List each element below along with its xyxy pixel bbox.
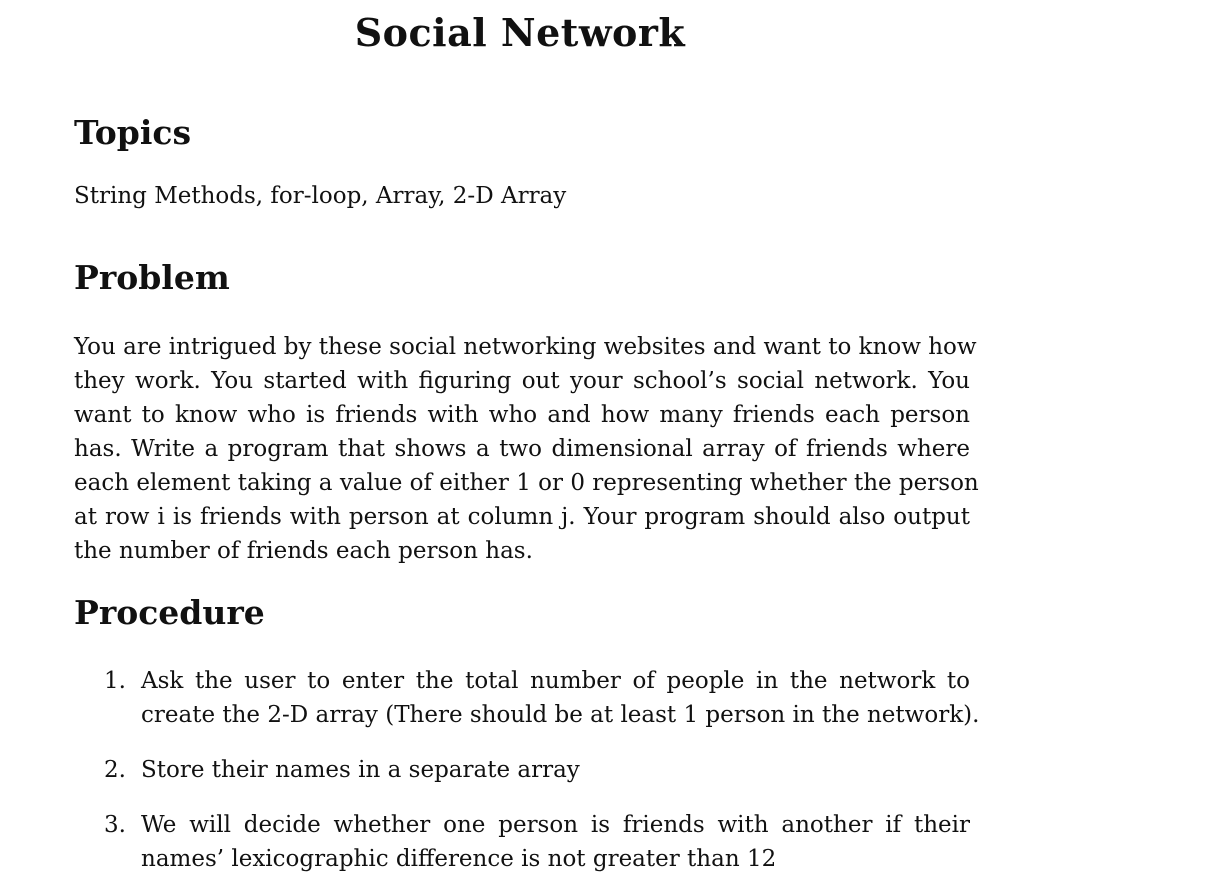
list-item-number: 2. — [104, 757, 126, 783]
problem-heading: Problem — [74, 258, 230, 297]
list-item-number: 1. — [104, 668, 126, 694]
list-item-text — [141, 753, 970, 787]
problem-line: each element taking a value of either 1 or 0 representing whether the person — [74, 470, 979, 496]
topics-text: String Methods, for-loop, Array, 2-D Array — [74, 183, 567, 209]
problem-line: at row i is friends with person at column j. Your program should also output — [74, 504, 970, 530]
procedure-heading: Procedure — [74, 593, 265, 632]
list-item-line: create the 2-D array (There should be at least 1 person in the network). — [141, 702, 980, 728]
list-item-line: We will decide whether one person is friends with another if their — [141, 812, 970, 838]
list-item-line: names’ lexicographic difference is not greater than 12 — [141, 846, 777, 872]
list-item-line: Store their names in a separate array — [141, 757, 580, 783]
problem-line: You are intrigued by these social networking websites and want to know how — [74, 334, 977, 360]
problem-line: the number of friends each person has. — [74, 538, 533, 564]
problem-line: has. Write a program that shows a two dimensional array of friends where — [74, 436, 970, 462]
topics-heading: Topics — [74, 113, 192, 152]
problem-paragraph — [74, 330, 979, 568]
list-item-text — [141, 664, 980, 732]
problem-line: want to know who is friends with who and how many friends each person — [74, 402, 970, 428]
list-item-number: 3. — [104, 812, 126, 838]
page-title: Social Network — [354, 10, 686, 55]
list-item-line: Ask the user to enter the total number of people in the network to — [141, 668, 970, 694]
list-item-text — [141, 808, 970, 876]
problem-line: they work. You started with figuring out your school’s social network. You — [74, 368, 970, 394]
